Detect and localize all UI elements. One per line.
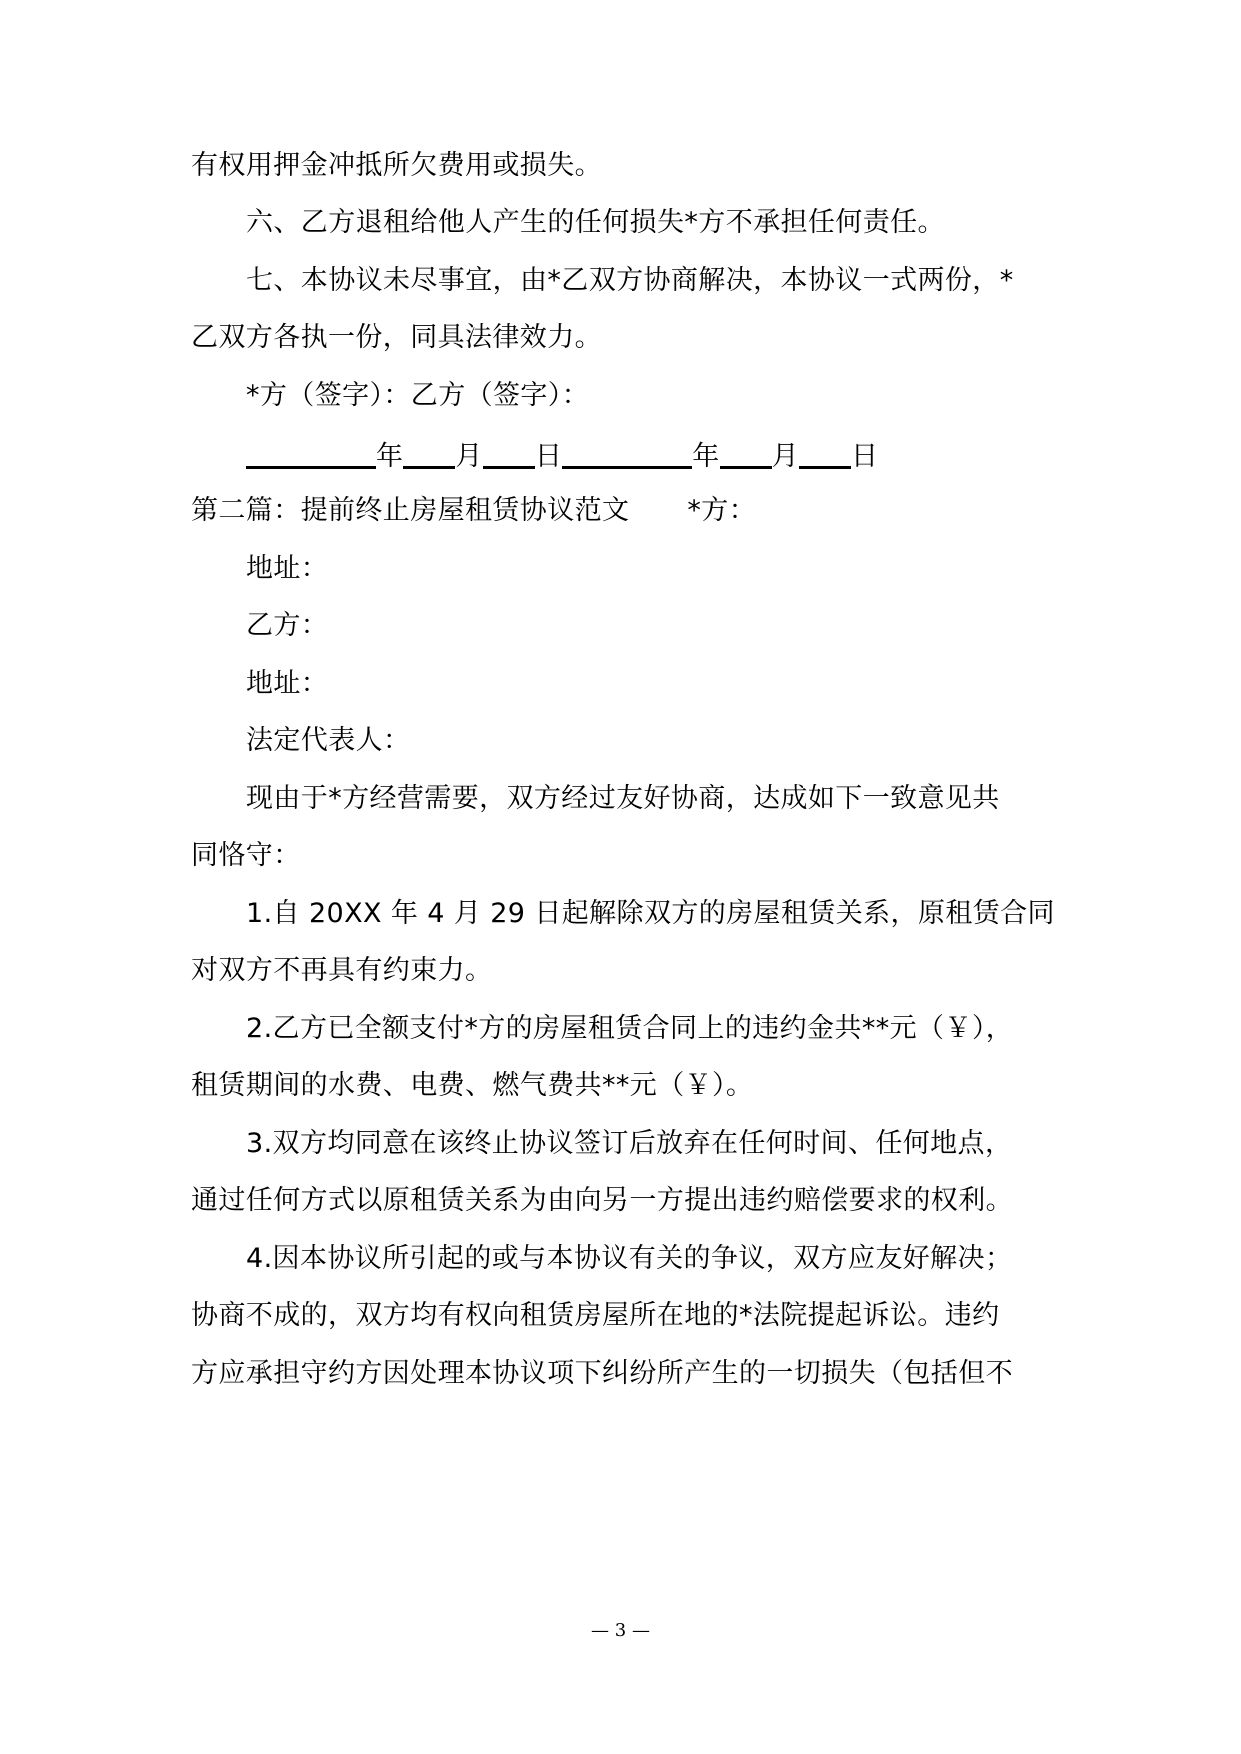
party-a-label: *方： xyxy=(687,495,757,526)
signature-blank-year-a xyxy=(246,434,376,469)
section-title: 第二篇：提前终止房屋租赁协议范文 xyxy=(191,495,630,526)
term-three-continued: 通过任何方式以原租赁关系为由向另一方提出违约赔偿要求的权利。 xyxy=(191,1185,1013,1216)
term-four: 4.因本协议所引起的或与本协议有关的争议，双方应友好解决； xyxy=(246,1243,1013,1274)
section-heading-line xyxy=(191,491,756,531)
clause-six: 六、乙方退租给他人产生的任何损失*方不承担任何责任。 xyxy=(246,207,945,238)
term-one: 1.自 20XX 年 4 月 29 日起解除双方的房屋租赁关系，原租赁合同 xyxy=(246,898,1055,929)
clause-seven: 七、本协议未尽事宜，由*乙双方协商解决，本协议一式两份，* xyxy=(246,265,1014,296)
term-four-continued: 协商不成的，双方均有权向租赁房屋所在地的*法院提起诉讼。违约 xyxy=(191,1300,1000,1331)
term-four-continued-2: 方应承担守约方因处理本协议项下纠纷所产生的一切损失（包括但不 xyxy=(191,1358,1013,1389)
legal-representative: 法定代表人： xyxy=(246,725,411,756)
party-b-address: 地址： xyxy=(246,668,329,699)
month-label-a: 月 xyxy=(455,441,483,472)
intro-paragraph: 现由于*方经营需要，双方经过友好协商，达成如下一致意见共 xyxy=(246,783,1000,814)
intro-paragraph-continued: 同恪守： xyxy=(191,840,301,871)
signature-blank-day-b xyxy=(799,434,851,469)
signature-date-line xyxy=(246,434,878,477)
signature-blank-year-b xyxy=(562,434,692,469)
year-label-b: 年 xyxy=(692,441,720,472)
day-label-a: 日 xyxy=(534,441,563,472)
page-number: — 3 — xyxy=(591,1620,650,1641)
signature-blank-month-b xyxy=(720,434,772,469)
term-two-continued: 租赁期间的水费、电费、燃气费共**元（￥）。 xyxy=(191,1070,754,1101)
term-three: 3.双方均同意在该终止协议签订后放弃在任何时间、任何地点， xyxy=(246,1128,1013,1159)
signature-blank-month-a xyxy=(403,434,455,469)
signature-labels: *方（签字）：乙方（签字）： xyxy=(246,380,590,411)
term-one-continued: 对双方不再具有约束力。 xyxy=(191,955,493,986)
party-b-label: 乙方： xyxy=(246,610,329,641)
signature-blank-day-a xyxy=(483,434,535,469)
party-a-address: 地址： xyxy=(246,553,329,584)
day-label-b: 日 xyxy=(851,441,879,472)
paragraph-line: 有权用押金冲抵所欠费用或损失。 xyxy=(191,150,602,181)
clause-seven-continued: 乙双方各执一份，同具法律效力。 xyxy=(191,322,602,353)
term-two: 2.乙方已全额支付*方的房屋租赁合同上的违约金共**元（￥）， xyxy=(246,1013,1014,1044)
month-label-b: 月 xyxy=(771,441,800,472)
year-label-a: 年 xyxy=(376,441,404,472)
